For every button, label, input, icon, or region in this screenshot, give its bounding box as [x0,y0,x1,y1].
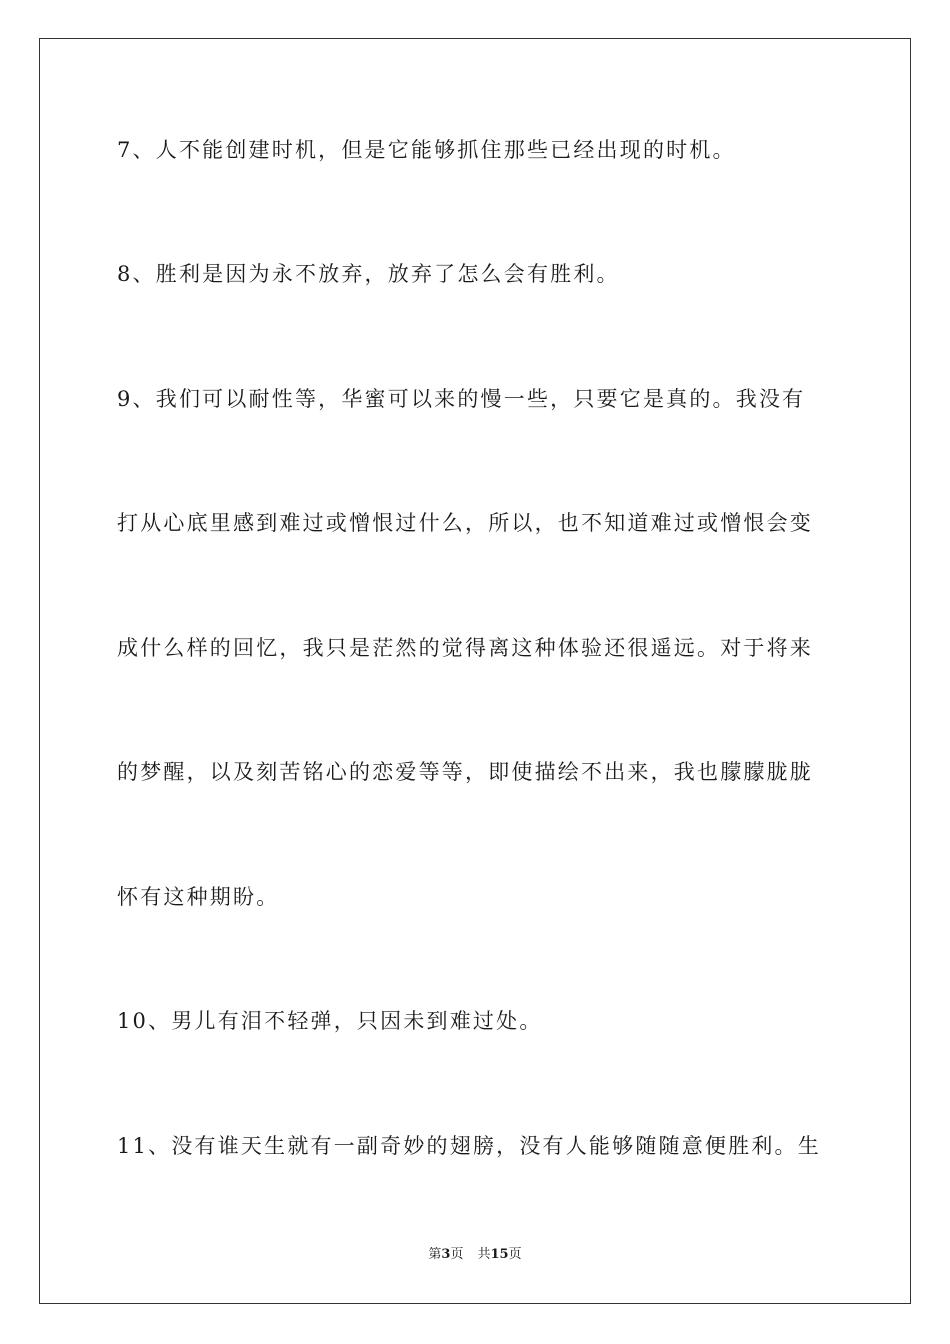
page-suffix: 页 [450,1247,464,1262]
page-footer [0,1246,950,1264]
page-current-number: 3 [441,1247,451,1262]
text-line-item-8: 8、胜利是因为永不放弃，放弃了怎么会有胜利。 [117,262,620,286]
text-line-item-11: 11、没有谁天生就有一副奇妙的翅膀，没有人能够随随意便胜利。生 [117,1134,821,1158]
text-line-item-9: 9、我们可以耐性等，华蜜可以来的慢一些，只要它是真的。我没有 [117,387,806,411]
text-line-item-9-cont-4: 怀有这种期盼。 [117,885,280,909]
text-line-item-9-cont-1: 打从心底里感到难过或憎恨过什么，所以，也不知道难过或憎恨会变 [117,511,813,535]
text-line-item-10: 10、男儿有泪不轻弹，只因未到难过处。 [117,1009,543,1033]
text-line-item-9-cont-2: 成什么样的回忆，我只是茫然的觉得离这种体验还很遥远。对于将来 [117,636,813,660]
total-prefix: 共 [477,1247,491,1262]
page-border [39,38,911,1304]
total-suffix: 页 [508,1247,522,1262]
text-line-item-9-cont-3: 的梦醒，以及刻苦铭心的恋爱等等，即使描绘不出来，我也朦朦胧胧 [117,760,813,784]
page-total-number: 15 [490,1247,509,1262]
page-prefix: 第 [428,1247,442,1262]
text-line-item-7: 7、人不能创建时机，但是它能够抓住那些已经出现的时机。 [117,138,736,162]
